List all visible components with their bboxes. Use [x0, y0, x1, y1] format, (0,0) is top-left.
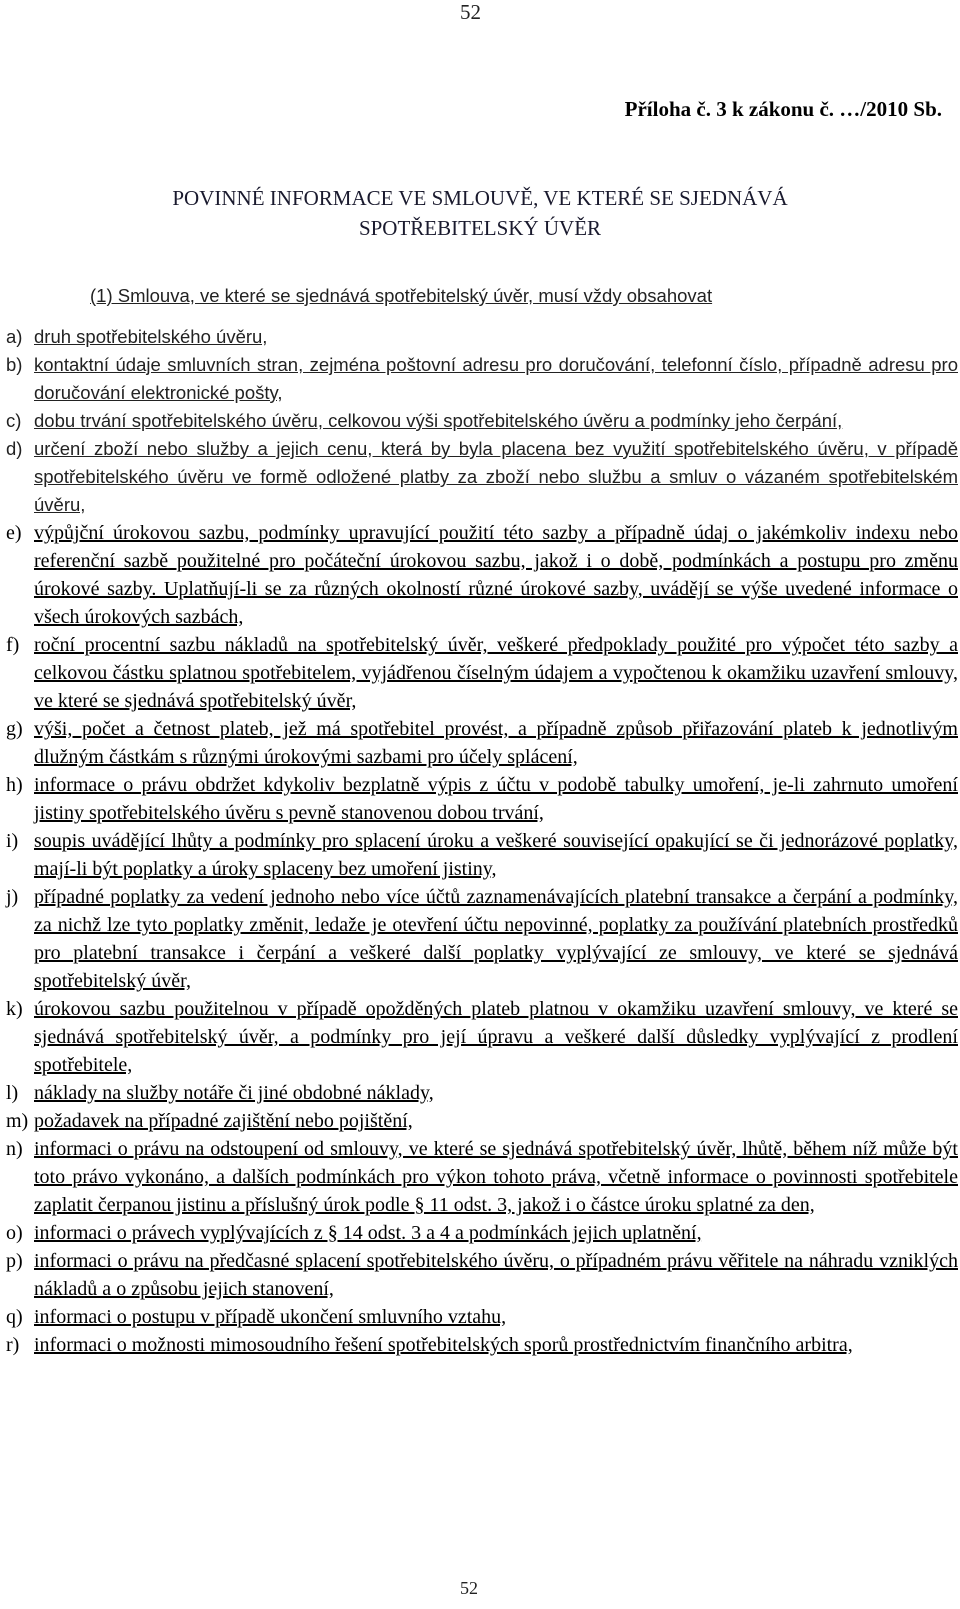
item-letter: g): [6, 718, 23, 740]
list-item-e: [6, 519, 958, 631]
item-letter: m): [6, 1110, 29, 1132]
title-line-1: POVINNÉ INFORMACE VE SMLOUVĚ, VE KTERÉ SE SJEDNÁVÁ: [172, 186, 788, 210]
item-text: informace o právu obdržet kdykoliv bezplatně výpis z účtu v podobě tabulky umoření, je-li zahrnuto umoření jistiny spotřebitelského úvěru s pevně stanovenou dobou trvání,: [34, 774, 958, 824]
list-item-d: [6, 435, 958, 519]
item-text: případné poplatky za vedení jednoho nebo více účtů zaznamenávajících platební transakce a čerpání a podmínky, za nichž lze tyto poplatky změnit, ledaže je otevření účtu nepovinné, poplatky za používání platebních prostředků pro platební transakce i čerpání a veškeré další poplatky vyplývající ze smlouvy, ve které se sjednává spotřebitelský úvěr,: [34, 886, 958, 992]
item-letter: r): [6, 1334, 20, 1356]
intro-paragraph: (1) Smlouva, ve které se sjednává spotřebitelský úvěr, musí vždy obsahovat: [90, 285, 713, 306]
title-line-2: SPOTŘEBITELSKÝ ÚVĚR: [358, 216, 602, 240]
item-text: informaci o právu na předčasné splacení spotřebitelského úvěru, o případném právu věřitele na náhradu vzniklých nákladů a o způsobu jejich stanovení,: [34, 1250, 958, 1300]
annex-heading: Příloha č. 3 k zákonu č. …/2010 Sb.: [624, 97, 942, 121]
item-letter: h): [6, 774, 23, 796]
page-number-bottom: 52: [460, 1578, 478, 1598]
item-letter: b): [6, 354, 23, 375]
item-text: informaci o možnosti mimosoudního řešení spotřebitelských sporů prostřednictvím finančního arbitra,: [34, 1334, 853, 1356]
list-item-l: [6, 1079, 958, 1107]
item-letter: c): [6, 410, 22, 431]
list-item-q: [6, 1303, 958, 1331]
item-text: dobu trvání spotřebitelského úvěru, celkovou výši spotřebitelského úvěru a podmínky jeho čerpání,: [34, 410, 843, 431]
item-text: určení zboží nebo služby a jejich cenu, která by byla placena bez využití spotřebitelského úvěru, v případě spotřebitelského úvěru ve formě odložené platby za zboží nebo službu a smluv o vázaném spotřebitelském úvěru,: [34, 438, 958, 515]
item-text: informaci o právech vyplývajících z § 14 odst. 3 a 4 a podmínkách jejich uplatnění,: [34, 1222, 702, 1244]
list-item-m: [6, 1107, 958, 1135]
item-letter: j): [6, 886, 19, 908]
list-item-i: [6, 827, 958, 883]
item-text: druh spotřebitelského úvěru,: [34, 326, 268, 347]
item-text: výši, počet a četnost plateb, jež má spotřebitel provést, a případně způsob přiřazování plateb k jednotlivým dlužným částkám s různými úrokovými sazbami pro účely splácení,: [34, 718, 958, 768]
item-letter: i): [6, 830, 19, 852]
list-item-j: [6, 883, 958, 995]
item-letter: o): [6, 1222, 23, 1244]
list-item-g: [6, 715, 958, 771]
item-text: kontaktní údaje smluvních stran, zejména poštovní adresu pro doručování, telefonní číslo, případně adresu pro doručování elektronické pošty,: [34, 354, 958, 403]
list-item-b: [6, 351, 958, 407]
item-text: náklady na služby notáře či jiné obdobné náklady,: [34, 1082, 434, 1104]
document-title: [0, 183, 960, 243]
item-text: informaci o postupu v případě ukončení smluvního vztahu,: [34, 1306, 507, 1328]
item-text: soupis uvádějící lhůty a podmínky pro splacení úroku a veškeré související opakující se či jednorázové poplatky, mají-li být poplatky a úroky splaceny bez umoření jistiny,: [34, 830, 958, 880]
item-letter: d): [6, 438, 23, 459]
list-item-k: [6, 995, 958, 1079]
list-item-p: [6, 1247, 958, 1303]
list-item-o: [6, 1219, 958, 1247]
item-letter: l): [6, 1082, 19, 1104]
item-letter: n): [6, 1138, 23, 1160]
item-text: informaci o právu na odstoupení od smlouvy, ve které se sjednává spotřebitelský úvěr, lhůtě, během níž může být toto právo vykonáno, a dalších podmínkách pro výkon tohoto práva, včetně informace o povinnosti spotřebitele zaplatit čerpanou jistinu a příslušný úrok podle § 11 odst. 3, jakož i o částce úroku splatné za den,: [34, 1138, 958, 1216]
item-text: požadavek na případné zajištění nebo pojištění,: [34, 1110, 413, 1132]
item-letter: a): [6, 326, 23, 347]
list-item-f: [6, 631, 958, 715]
item-text: roční procentní sazbu nákladů na spotřebitelský úvěr, veškeré předpoklady použité pro výpočet této sazby a celkovou částku splatnou spotřebitelem, vyjádřenou číselným údajem a vypočtenou k okamžiku uzavření smlouvy, ve které se sjednává spotřebitelský úvěr,: [34, 634, 958, 712]
item-text: úrokovou sazbu použitelnou v případě opožděných plateb platnou v okamžiku uzavření smlouvy, ve které se sjednává spotřebitelský úvěr, a podmínky pro její úpravu a veškeré další důsledky vyplývající z prodlení spotřebitele,: [34, 998, 958, 1076]
list-item-c: [6, 407, 958, 435]
list-item-a: [6, 323, 958, 351]
item-letter: f): [6, 634, 20, 656]
list-item-r: [6, 1331, 958, 1359]
list-item-n: [6, 1135, 958, 1219]
item-letter: e): [6, 522, 22, 544]
obligations-list: [6, 323, 958, 1359]
item-letter: q): [6, 1306, 23, 1328]
item-letter: k): [6, 998, 23, 1020]
item-text: výpůjční úrokovou sazbu, podmínky upravující použití této sazby a případně údaj o jakémkoliv indexu nebo referenční sazbě použitelné pro počáteční úrokovou sazbu, jakož i o době, podmínkách a postupu pro změnu úrokové sazby. Uplatňují-li se za různých okolností různé úrokové sazby, uvádějí se výše uvedené informace o všech úrokových sazbách,: [34, 522, 958, 628]
page-number-top: 52: [460, 0, 481, 24]
item-letter: p): [6, 1250, 23, 1272]
list-item-h: [6, 771, 958, 827]
